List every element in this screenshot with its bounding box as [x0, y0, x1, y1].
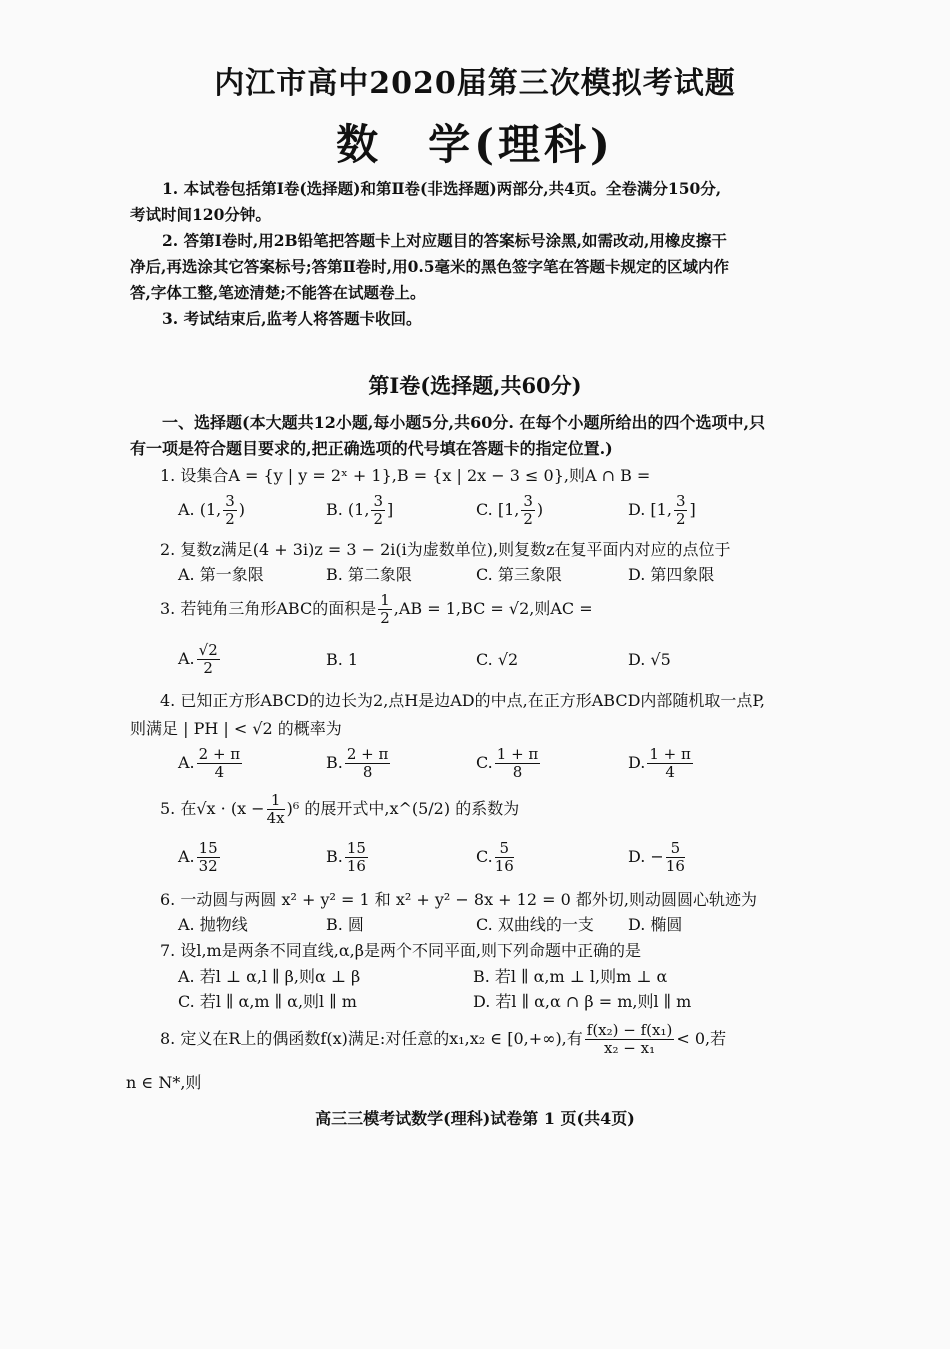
question-1-option-c: C. [1, $\frac{3}{2}$ ) [476, 492, 544, 528]
question-1-option-b: B. (1, $\frac{3}{2}$ ] [326, 492, 394, 528]
question-4-option-b: B. $\frac{2 + \pi}{8}$ [326, 745, 389, 781]
question-3-option-b: B. 1 [326, 650, 359, 669]
question-1-option-a: A. (1, $\frac{3}{2}$ ) [178, 492, 246, 528]
question-5-option-b: B. $\frac{15}{16}$ [326, 839, 366, 875]
question-1-option-d: D. [1, $\frac{3}{2}$ ] [628, 492, 696, 528]
question-7-option-b: B. 若l ∥ α,m ⊥ l,则m ⊥ α [473, 967, 668, 986]
question-4-option-a: A. $\frac{2 + \pi}{4}$ [178, 745, 241, 781]
question-8-stem-line-2: n ∈ N*,则 [126, 1073, 202, 1092]
section-title: 第Ⅰ卷(选择题,共60分) [368, 373, 582, 398]
question-5-option-d: D. − $\frac{5}{16}$ [628, 839, 685, 875]
question-4-option-c: C. $\frac{1 + \pi}{8}$ [476, 745, 539, 781]
question-3-option-a: A. $\frac{√2}{2}$ [178, 641, 218, 677]
section-intro [130, 410, 830, 462]
question-4-option-d: D. $\frac{1 + \pi}{4}$ [628, 745, 691, 781]
question-4-stem-line-1: 4. 已知正方形ABCD的边长为2,点H是边AD的中点,在正方形ABCD内部随机取一点P, [160, 691, 766, 710]
question-4-stem-line-2: 则满足 | PH | < √2 的概率为 [130, 719, 342, 738]
instruction-line: 答,字体工整,笔迹清楚;不能答在试题卷上。 [130, 283, 426, 302]
section-intro-line: 一、选择题(本大题共12小题,每小题5分,共60分. 在每个小题所给出的四个选项中,只 [162, 413, 766, 432]
question-8-stem: 8. 定义在R上的偶函数f(x)满足:对任意的x₁,x₂ ∈ [0,+∞),有 $\frac{\text{f(x₂) − f(x₁)}}{\text{x₂ − x₁}}$ < 0,若 [160, 1021, 727, 1057]
question-7-option-c: C. 若l ∥ α,m ∥ α,则l ∥ m [178, 992, 357, 1011]
exam-subject: 数 学(理科) [336, 120, 614, 169]
instruction-line: 2. 答第Ⅰ卷时,用2B铅笔把答题卡上对应题目的答案标号涂黑,如需改动,用橡皮擦干 [162, 231, 727, 250]
question-2-option-a: A. 第一象限 [178, 565, 264, 584]
question-2-stem: 2. 复数z满足(4 + 3i)z = 3 − 2i(i为虚数单位),则复数z在复平面内对应的点位于 [160, 540, 731, 559]
question-6-option-a: A. 抛物线 [178, 915, 248, 934]
question-7-option-d: D. 若l ∥ α,α ∩ β = m,则l ∥ m [473, 992, 692, 1011]
question-1-stem: 1. 设集合A = {y | y = 2ˣ + 1},B = {x | 2x − 3 ≤ 0},则A ∩ B = [160, 466, 651, 485]
instruction-line: 1. 本试卷包括第Ⅰ卷(选择题)和第Ⅱ卷(非选择题)两部分,共4页。全卷满分150分, [162, 179, 722, 198]
question-5-stem: 5. 在√x · (x − $\frac{1}{4x}$ )⁶ 的展开式中,x^(5/2) 的系数为 [160, 791, 520, 827]
question-2-option-c: C. 第三象限 [476, 565, 562, 584]
section-intro-line: 有一项是符合题目要求的,把正确选项的代号填在答题卡的指定位置.) [130, 439, 613, 458]
question-6-option-c: C. 双曲线的一支 [476, 915, 594, 934]
question-5-option-c: C. $\frac{5}{16}$ [476, 839, 514, 875]
question-2-option-d: D. 第四象限 [628, 565, 715, 584]
instruction-line: 考试时间120分钟。 [130, 205, 271, 224]
question-7-option-a: A. 若l ⊥ α,l ∥ β,则α ⊥ β [178, 967, 361, 986]
instructions [130, 176, 820, 332]
question-3-stem: 3. 若钝角三角形ABC的面积是 $\frac{1}{2}$ ,AB = 1,BC = √2,则AC = [160, 591, 593, 627]
question-7-stem: 7. 设l,m是两条不同直线,α,β是两个不同平面,则下列命题中正确的是 [160, 941, 642, 960]
question-6-option-d: D. 椭圆 [628, 915, 683, 934]
question-3-option-c: C. √2 [476, 650, 519, 669]
instruction-line: 净后,再选涂其它答案标号;答第Ⅱ卷时,用0.5毫米的黑色签字笔在答题卡规定的区域内作 [130, 257, 730, 276]
question-6-option-b: B. 圆 [326, 915, 364, 934]
question-3-option-d: D. √5 [628, 650, 671, 669]
page-footer: 高三三模考试数学(理科)试卷第 1 页(共4页) [315, 1109, 635, 1128]
instruction-line: 3. 考试结束后,监考人将答题卡收回。 [162, 309, 422, 328]
question-6-stem: 6. 一动圆与两圆 x² + y² = 1 和 x² + y² − 8x + 12 = 0 都外切,则动圆圆心轨迹为 [160, 890, 757, 909]
exam-title: 内江市高中2020届第三次模拟考试题 [214, 66, 736, 101]
question-2-option-b: B. 第二象限 [326, 565, 412, 584]
question-5-option-a: A. $\frac{15}{32}$ [178, 839, 218, 875]
